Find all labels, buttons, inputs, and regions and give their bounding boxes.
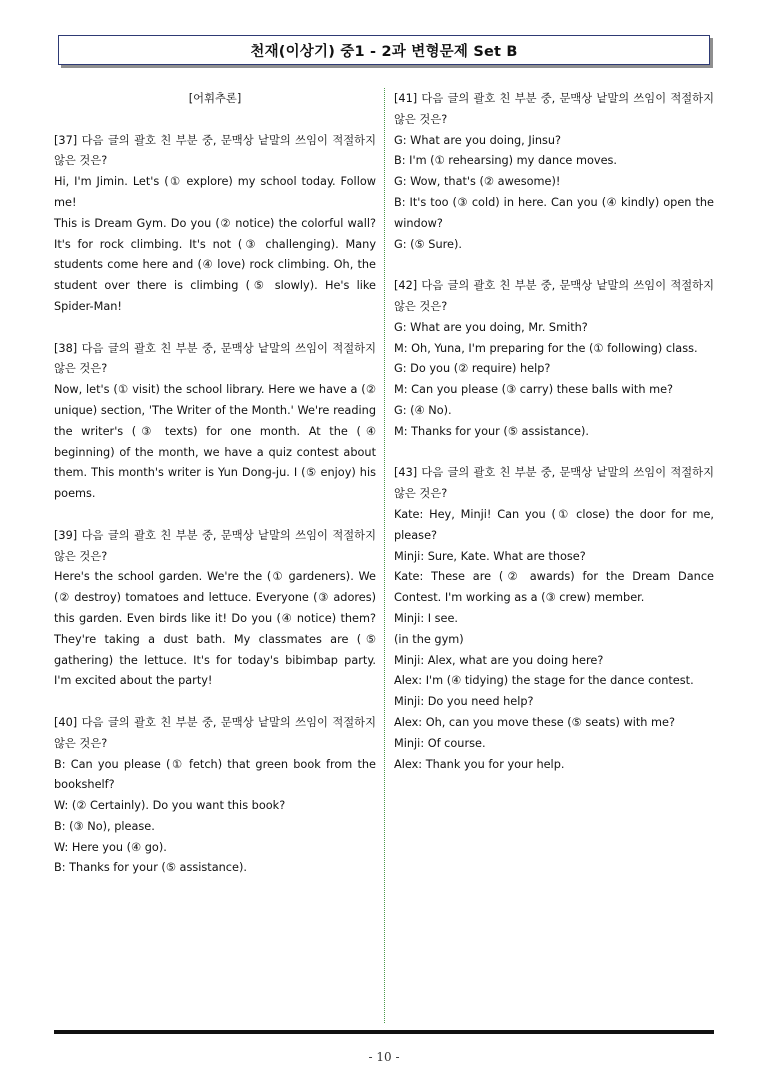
question-43-line: Alex: I'm (④ tidying) the stage for the dance contest.	[394, 674, 694, 688]
question-40-line: B: Can you please (① fetch) that green book from the bookshelf?	[54, 757, 376, 792]
section-label: [어휘추론]	[188, 92, 242, 105]
question-42-prompt: [42] 다음 글의 괄호 친 부분 중, 문맥상 낱말의 쓰임이 적절하지 않은 것은?	[394, 279, 714, 313]
question-41-line: G: What are you doing, Jinsu?	[394, 133, 562, 147]
page-title: 천재(이상기) 중1 - 2과 변형문제 Set B	[58, 35, 710, 65]
question-42-line: G: Do you (② require) help?	[394, 362, 551, 376]
footer-rule	[54, 1030, 714, 1034]
left-column	[54, 89, 376, 879]
page-number: - 10 -	[368, 1050, 400, 1064]
question-41-line: G: (⑤ Sure).	[394, 237, 462, 251]
question-39-line: Here's the school garden. We're the (① gardeners). We (② destroy) tomatoes and lettuce. Everyone (③ adores) this garden. Even birds like it! Do you (④ notice) them? They're taking a dust bath. My classmates are (⑤ gathering) the lettuce. It's for today's bibimbap party. I'm excited about the party!	[54, 570, 376, 688]
question-42-line: G: What are you doing, Mr. Smith?	[394, 320, 588, 334]
question-40-line: B: (③ No), please.	[54, 819, 155, 833]
question-40-line: B: Thanks for your (⑤ assistance).	[54, 861, 247, 875]
question-43-line: Minji: Of course.	[394, 736, 486, 750]
question-43-line: Minji: I see.	[394, 611, 459, 625]
question-43-line: Alex: Oh, can you move these (⑤ seats) with me?	[394, 715, 675, 729]
question-43-line: (in the gym)	[394, 632, 464, 646]
question-39-prompt: [39] 다음 글의 괄호 친 부분 중, 문맥상 낱말의 쓰임이 적절하지 않은 것은?	[54, 528, 376, 563]
question-43-line: Kate: These are (② awards) for the Dream Dance Contest. I'm working as a (③ crew) member.	[394, 570, 714, 605]
question-40-line: W: Here you (④ go).	[54, 840, 167, 854]
question-43-line: Minji: Alex, what are you doing here?	[394, 653, 604, 667]
question-43-line: Minji: Do you need help?	[394, 695, 534, 709]
question-37-line: This is Dream Gym. Do you (② notice) the colorful wall? It's for rock climbing. It's not (③ challenging). Many students come here and (④ love) rock climbing. Oh, the student over there is climbing (⑤ slowly). He's like Spider-Man!	[54, 216, 376, 313]
question-42-line: G: (④ No).	[394, 403, 452, 417]
question-42-line: M: Can you please (③ carry) these balls with me?	[394, 383, 674, 397]
question-43-line: Minji: Sure, Kate. What are those?	[394, 549, 586, 563]
question-43-line: Alex: Thank you for your help.	[394, 757, 565, 771]
question-41-line: B: It's too (③ cold) in here. Can you (④ kindly) open the window?	[394, 195, 714, 230]
question-40-line: W: (② Certainly). Do you want this book?	[54, 799, 286, 813]
question-38-prompt: [38] 다음 글의 괄호 친 부분 중, 문맥상 낱말의 쓰임이 적절하지 않은 것은?	[54, 341, 376, 376]
question-41-prompt: [41] 다음 글의 괄호 친 부분 중, 문맥상 낱말의 쓰임이 적절하지 않은 것은?	[394, 92, 714, 126]
question-43-line: Kate: Hey, Minji! Can you (① close) the door for me, please?	[394, 507, 714, 542]
question-42-line: M: Thanks for your (⑤ assistance).	[394, 424, 589, 438]
question-43-prompt: [43] 다음 글의 괄호 친 부분 중, 문맥상 낱말의 쓰임이 적절하지 않은 것은?	[394, 466, 714, 501]
question-41-line: G: Wow, that's (② awesome)!	[394, 175, 561, 189]
question-40-prompt: [40] 다음 글의 괄호 친 부분 중, 문맥상 낱말의 쓰임이 적절하지 않은 것은?	[54, 715, 376, 750]
right-column	[394, 89, 714, 775]
question-37-line: Hi, I'm Jimin. Let's (① explore) my school today. Follow me!	[54, 175, 376, 209]
question-37-prompt: [37] 다음 글의 괄호 친 부분 중, 문맥상 낱말의 쓰임이 적절하지 않은 것은?	[54, 133, 376, 168]
question-41-line: B: I'm (① rehearsing) my dance moves.	[394, 154, 617, 168]
question-38-line: Now, let's (① visit) the school library. Here we have a (② unique) section, 'The Writer of the Month.' We're reading the writer's (③ texts) for one month. At the (④ beginning) of the month, we have a quiz contest about them. This month's writer is Yun Dong-ju. I (⑤ enjoy) his poems.	[54, 383, 376, 501]
question-42-line: M: Oh, Yuna, I'm preparing for the (① following) class.	[394, 341, 698, 355]
column-divider	[384, 88, 385, 1023]
